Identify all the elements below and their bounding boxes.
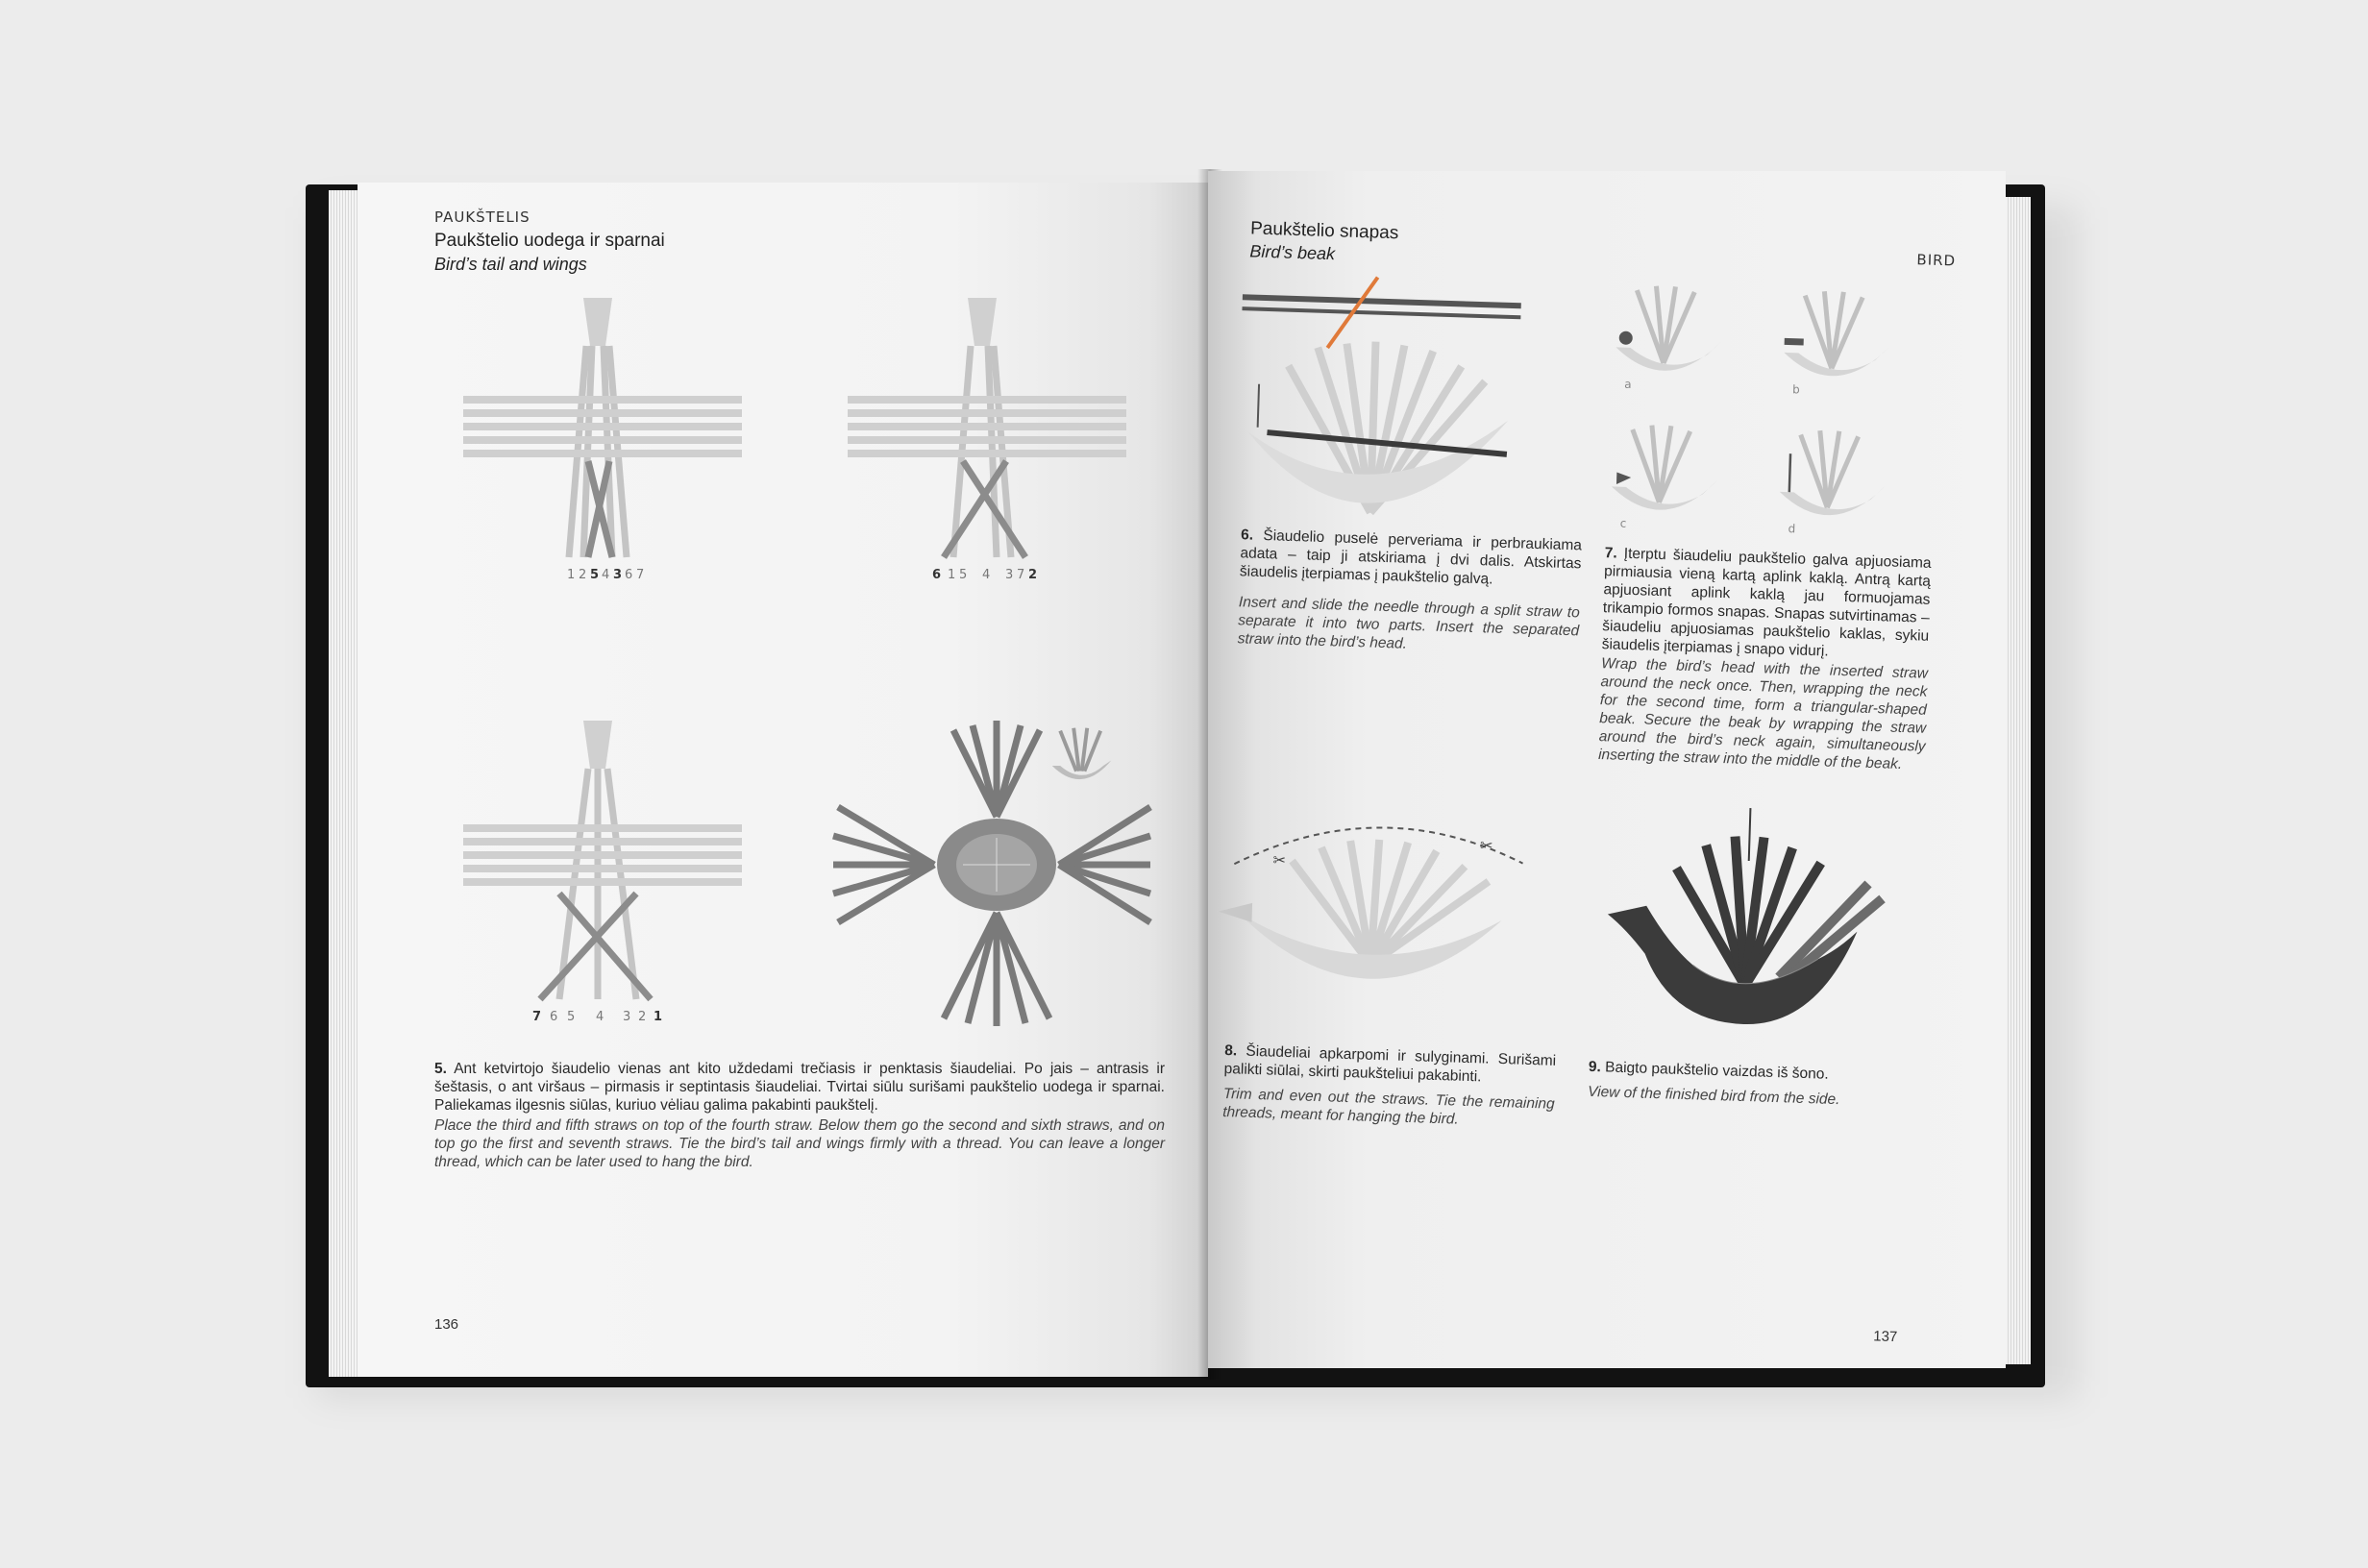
- step-text: Įterptu šiaudeliu paukštelio galva apjuosiama pirmiausia vieną kartą aplink kaklą. Antrą kartą apjuosiant aplink kaklą jau formuojamas trikampio formos snapas. Snapas sutvirtinamas – šiaudeliu apjuosiamas paukštelio kaklas, sykiu šiaudelis įterpiamas į snapo vidurį.: [1601, 545, 1932, 660]
- step-8-text-en: Trim and even out the straws. Tie the remaining threads, meant for hanging the bird.: [1221, 1085, 1555, 1128]
- substep-label: d: [1788, 522, 1796, 536]
- strand-label: 5: [959, 568, 968, 582]
- right-page-content: [1171, 171, 2006, 1392]
- step-7-text-en: Wrap the bird’s head with the inserted straw around the neck once. Then, wrapping the neck for the second time, form a triangular-shaped beak. Secure the beak by wrapping the straw around the bird’s neck again, simultaneously inserting the straw into the middle of the beak.: [1597, 655, 1929, 772]
- strand-label: 2: [638, 1010, 647, 1024]
- strand-label: 7: [1017, 568, 1025, 582]
- figure-beak-step-7: [1600, 280, 1955, 569]
- strand-label: 7: [532, 1010, 542, 1024]
- strand-label: 7: [636, 568, 645, 582]
- strand-label: 3: [1005, 568, 1014, 582]
- strand-label: 2: [1028, 568, 1038, 582]
- step-6-text-lt: [1240, 526, 1583, 591]
- step-number: 5.: [434, 1061, 447, 1077]
- figure-tail-step-1: [444, 269, 761, 586]
- step-5-text-lt: [434, 1060, 1165, 1115]
- page-number: 136: [434, 1316, 459, 1333]
- strand-label: 6: [550, 1010, 558, 1024]
- scissors-icon: ✂: [1479, 836, 1493, 855]
- strand-label: 4: [602, 568, 610, 582]
- substep-label: b: [1791, 382, 1801, 397]
- section-label: BIRD: [1916, 251, 1957, 270]
- figure-tail-step-3: [444, 721, 761, 1038]
- left-page: [358, 183, 1208, 1377]
- step-5-text-en: Place the third and fifth straws on top of the fourth straw. Below them go the second and sixth straws, and on top go the first and seventh straws. Tie the bird’s tail and wings firmly with a thread. You can leave a longer thread, which can be later used to hang the bird.: [434, 1117, 1165, 1170]
- strand-label: 3: [613, 568, 623, 582]
- strand-label: 3: [623, 1010, 631, 1024]
- strand-label: 6: [625, 568, 633, 582]
- step-text: Ant ketvirtojo šiaudelio vienas ant kito uždedami trečiasis ir penktasis šiaudeliai. Po jais – antrasis ir šeštasis, o ant viršaus – pirmasis ir septintasis šiaudeliai. Tvirtai siūlu surišami paukštelio uodega ir sparnai. Paliekamas ilgesnis siūlas, kuriuo vėliau galima pakabinti paukštelį.: [434, 1061, 1165, 1114]
- strand-label: 6: [932, 568, 942, 582]
- step-text: Šiaudelio puselė perveriama ir perbraukiama adata – taip ji atskiriama į dvi dalis. Atskirtas šiaudelis įterpiamas į paukštelio galvą.: [1239, 527, 1583, 588]
- step-6-text-en: Insert and slide the needle through a split straw to separate it into two parts. Insert the separated straw into the bird’s head.: [1237, 594, 1581, 652]
- strand-label: 1: [654, 1010, 663, 1024]
- page-subtitle: Bird’s tail and wings: [434, 255, 587, 274]
- step-number: 8.: [1223, 1041, 1238, 1060]
- step-8-text-lt: [1223, 1041, 1556, 1089]
- strand-label: 1: [948, 568, 956, 582]
- step-7-text-lt: [1601, 544, 1931, 664]
- strand-label: 2: [579, 568, 587, 582]
- scissors-icon: ✂: [1272, 850, 1287, 870]
- page-subtitle: Bird’s beak: [1249, 241, 1336, 264]
- figure-beak-step-8: [1210, 806, 1543, 1038]
- step-text: Baigto paukštelio vaizdas iš šono.: [1604, 1059, 1829, 1083]
- step-number: 7.: [1604, 545, 1617, 562]
- step-number: 6.: [1240, 527, 1254, 544]
- step-9-text-lt: [1589, 1058, 1915, 1087]
- page-title: Paukštelio uodega ir sparnai: [434, 231, 665, 251]
- substep-label: c: [1619, 516, 1627, 530]
- page-title: Paukštelio snapas: [1249, 218, 1399, 244]
- right-page: [1208, 171, 2006, 1368]
- figure-tail-step-4: [828, 721, 1155, 1028]
- step-number: 9.: [1588, 1058, 1602, 1076]
- figure-finished-bird: [1575, 798, 1929, 1049]
- section-label: PAUKŠTELIS: [434, 208, 530, 226]
- figure-tail-step-2: [828, 269, 1146, 586]
- page-edges-right: [2002, 197, 2031, 1364]
- substep-label: a: [1624, 377, 1632, 391]
- step-9-text-en: View of the finished bird from the side.: [1587, 1083, 1840, 1109]
- page-edges-left: [329, 190, 358, 1377]
- strand-label: 5: [590, 568, 600, 582]
- strand-label: 4: [596, 1010, 604, 1024]
- strand-label: 5: [567, 1010, 576, 1024]
- strand-label: 4: [982, 568, 991, 582]
- step-text: Šiaudeliai apkarpomi ir sulyginami. Surišami palikti siūlai, skirti paukšteliui pakabinti.: [1223, 1042, 1557, 1086]
- strand-label: 1: [567, 568, 576, 582]
- page-number: 137: [1872, 1328, 1898, 1346]
